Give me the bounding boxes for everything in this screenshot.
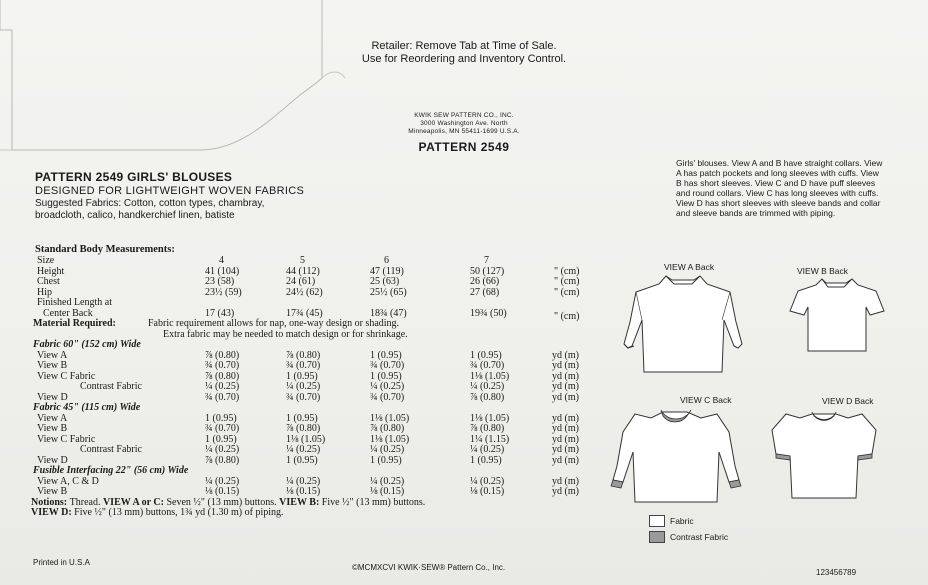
size-header: 4: [219, 255, 224, 266]
size-header: 7: [484, 255, 489, 266]
unit-label: yd (m): [552, 349, 579, 361]
material-label: Material Required:: [33, 318, 116, 329]
unit-label: yd (m): [552, 454, 579, 466]
yardage-value: 1⅛ (1.05): [370, 433, 410, 445]
yardage-label: View C Fabric: [37, 433, 96, 445]
measurement-label: Chest: [37, 276, 60, 287]
yardage-value: 1 (0.95): [370, 349, 402, 361]
retailer-line-2: Use for Reordering and Inventory Control.: [361, 53, 567, 65]
view-c-back-drawing: [605, 402, 745, 512]
finished-length-label: Center Back: [43, 307, 93, 319]
yardage-value: 1⅛ (1.05): [370, 412, 410, 424]
yardage-value: ⅞ (0.80): [205, 370, 240, 382]
unit-label: yd (m): [552, 381, 579, 392]
yardage-value: ¼ (0.25): [205, 444, 240, 455]
fabric-section-heading: Fabric 45" (115 cm) Wide: [33, 402, 141, 413]
contrast-swatch: [649, 531, 665, 543]
size-label: Size: [37, 255, 55, 266]
yardage-value: ¼ (0.25): [370, 475, 405, 487]
legend-fabric: Fabric: [670, 516, 694, 526]
measurement-value: 23½ (59): [205, 286, 242, 298]
yardage-value: ⅛ (0.15): [286, 486, 321, 497]
yardage-value: ⅞ (0.80): [470, 423, 505, 434]
unit-label: yd (m): [552, 475, 579, 487]
fabric-swatch: [649, 515, 665, 527]
yardage-value: ⅛ (0.15): [470, 486, 505, 497]
suggested-fabrics-line-1: Suggested Fabrics: Cotton, cotton types, chambray,: [35, 198, 265, 209]
size-header: 5: [300, 255, 305, 266]
company-name: KWIK SEW PATTERN CO., INC.: [414, 112, 514, 119]
notions-part: Seven ½" (13 mm) buttons.: [166, 496, 280, 508]
unit-label: yd (m): [552, 391, 579, 403]
yardage-value: ¾ (0.70): [286, 391, 321, 403]
fabric-section-heading: Fabric 60" (152 cm) Wide: [33, 339, 141, 350]
yardage-value: ¼ (0.25): [470, 381, 505, 392]
retailer-line-1: Retailer: Remove Tab at Time of Sale.: [371, 40, 557, 52]
unit-label: yd (m): [552, 412, 579, 424]
measurement-value: 25½ (65): [370, 286, 407, 298]
material-note-2: Extra fabric may be needed to match design or for shrinkage.: [163, 328, 408, 340]
yardage-value: 1 (0.95): [370, 370, 402, 382]
pattern-number-header: PATTERN 2549: [418, 140, 510, 154]
yardage-value: 1¼ (1.15): [470, 433, 510, 445]
view-d-back-drawing: [766, 404, 886, 504]
designed-for: DESIGNED FOR LIGHTWEIGHT WOVEN FABRICS: [35, 185, 305, 197]
measurements-heading: Standard Body Measurements:: [35, 244, 175, 255]
measurement-value: 23 (58): [205, 276, 235, 287]
unit-label: yd (m): [552, 433, 579, 445]
measurement-value: 24 (61): [286, 276, 316, 287]
yardage-value: ⅛ (0.15): [205, 486, 240, 497]
yardage-label: View A: [37, 349, 68, 361]
barcode-number: 123456789: [816, 568, 857, 577]
yardage-value: 1 (0.95): [470, 454, 502, 466]
yardage-value: ⅞ (0.80): [370, 423, 405, 434]
notions-part: Five ½" (13 mm) buttons.: [321, 496, 426, 508]
unit-label: yd (m): [552, 360, 579, 371]
measurement-label: Hip: [37, 286, 52, 298]
yardage-value: ¾ (0.70): [370, 391, 405, 403]
view-b-label: VIEW B Back: [797, 266, 849, 276]
measurement-value: 44 (112): [286, 265, 320, 277]
measurement-value: 26 (66): [470, 276, 500, 287]
notions-part: VIEW A or C:: [102, 496, 167, 508]
yardage-label: View D: [37, 391, 68, 403]
notions-part: VIEW D:: [31, 507, 75, 518]
copyright: ©MCMXCVI KWIK·SEW® Pattern Co., Inc.: [352, 563, 506, 572]
yardage-value: ¼ (0.25): [286, 381, 321, 392]
yardage-value: ¼ (0.25): [286, 475, 321, 487]
yardage-label: View D: [37, 454, 68, 466]
measurement-value: 27 (68): [470, 286, 500, 298]
yardage-value: ⅞ (0.80): [205, 349, 240, 361]
yardage-value: ¾ (0.70): [286, 360, 321, 371]
yardage-value: ⅛ (0.15): [370, 486, 405, 497]
unit-label: " (cm): [554, 265, 580, 277]
yardage-label: View A: [37, 412, 68, 424]
suggested-fabrics-line-2: broadcloth, calico, handkerchief linen, batiste: [35, 210, 235, 221]
yardage-value: ¾ (0.70): [205, 360, 240, 371]
measurement-value: 41 (104): [205, 265, 240, 277]
yardage-label: Contrast Fabric: [80, 444, 142, 455]
material-note-1: Fabric requirement allows for nap, one-way design or shading.: [148, 318, 400, 329]
view-a-label: VIEW A Back: [664, 262, 715, 272]
yardage-value: ¼ (0.25): [470, 475, 505, 487]
unit-label: " (cm): [554, 276, 580, 287]
company-street: 3000 Washington Ave. North: [420, 120, 508, 127]
yardage-value: 1 (0.95): [205, 412, 237, 424]
yardage-label: Contrast Fabric: [80, 381, 142, 392]
view-a-back-drawing: [612, 272, 752, 382]
yardage-value: ¾ (0.70): [205, 423, 240, 434]
yardage-value: ¼ (0.25): [370, 444, 405, 455]
yardage-value: 1 (0.95): [286, 412, 318, 424]
measurement-value: 17 (43): [205, 307, 235, 319]
yardage-value: ¾ (0.70): [205, 391, 240, 403]
yardage-value: 1⅛ (1.05): [470, 412, 510, 424]
yardage-value: 1 (0.95): [470, 349, 502, 361]
measurement-label: Height: [37, 265, 65, 277]
finished-length-label: Finished Length at: [37, 297, 112, 308]
unit-label: " (cm): [554, 310, 580, 322]
measurement-value: 47 (119): [370, 265, 404, 277]
yardage-value: ⅞ (0.80): [470, 391, 505, 403]
retailer-note: [0, 40, 928, 66]
yardage-label: View B: [37, 486, 68, 497]
view-b-back-drawing: [790, 275, 890, 355]
yardage-value: 1 (0.95): [286, 370, 318, 382]
notions-line-2: [31, 508, 284, 519]
notions-part: Five ½" (13 mm) buttons, 1¾ yd (1.30 m) of piping.: [74, 507, 284, 518]
pattern-title: PATTERN 2549 GIRLS' BLOUSES: [35, 170, 233, 184]
measurement-value: 50 (127): [470, 265, 505, 277]
notions-part: VIEW B:: [279, 496, 322, 508]
measurement-value: 18¾ (47): [370, 307, 407, 319]
measurement-value: 19¾ (50): [470, 307, 507, 319]
unit-label: yd (m): [552, 370, 579, 382]
yardage-value: ¼ (0.25): [205, 381, 240, 392]
size-header: 6: [384, 255, 389, 266]
yardage-value: ⅞ (0.80): [205, 454, 240, 466]
unit-label: yd (m): [552, 486, 579, 497]
yardage-label: View B: [37, 360, 68, 371]
yardage-value: 1 (0.95): [370, 454, 402, 466]
unit-label: yd (m): [552, 423, 579, 434]
yardage-value: ¼ (0.25): [470, 444, 505, 455]
suggested-fabrics: [35, 198, 264, 222]
printed-in: Printed in U.S.A: [33, 558, 90, 567]
company-city: Minneapolis, MN 55411-1699 U.S.A.: [408, 128, 520, 135]
measurement-value: 25 (63): [370, 276, 400, 287]
style-description: Girls' blouses. View A and B have straight collars. View A has patch pockets and long sleeves with cuffs. View B has short sleeves. View C and D have puff sleeves and round collars. View C has long sleeves with cuffs. View D has short sleeves with sleeve bands and collar and sleeve bands are trimmed with piping.: [676, 158, 883, 218]
notions-part: Notions:: [31, 496, 70, 508]
legend-contrast: Contrast Fabric: [670, 532, 729, 542]
measurement-value: 17¾ (45): [286, 307, 323, 319]
yardage-value: 1 (0.95): [205, 433, 237, 445]
yardage-value: ⅞ (0.80): [286, 349, 321, 361]
yardage-value: 1⅛ (1.05): [470, 370, 510, 382]
yardage-value: 1 (0.95): [286, 454, 318, 466]
measurement-value: 24½ (62): [286, 286, 323, 298]
yardage-value: ⅞ (0.80): [286, 423, 321, 434]
yardage-value: ¼ (0.25): [370, 381, 405, 392]
yardage-value: 1⅛ (1.05): [286, 433, 326, 445]
yardage-value: ¾ (0.70): [470, 360, 505, 371]
yardage-label: View C Fabric: [37, 370, 96, 382]
yardage-label: View B: [37, 423, 68, 434]
view-d-label: VIEW D Back: [822, 396, 874, 406]
yardage-value: ¼ (0.25): [205, 475, 240, 487]
fabric-section-heading: Fusible Interfacing 22" (56 cm) Wide: [33, 465, 189, 476]
view-c-label: VIEW C Back: [680, 395, 732, 405]
notions-part: Thread.: [69, 496, 103, 508]
yardage-label: View A, C & D: [37, 475, 99, 487]
unit-label: " (cm): [554, 286, 580, 298]
unit-label: yd (m): [552, 444, 579, 455]
company-address: [0, 112, 928, 136]
yardage-value: ¼ (0.25): [286, 444, 321, 455]
yardage-value: ¾ (0.70): [370, 360, 405, 371]
